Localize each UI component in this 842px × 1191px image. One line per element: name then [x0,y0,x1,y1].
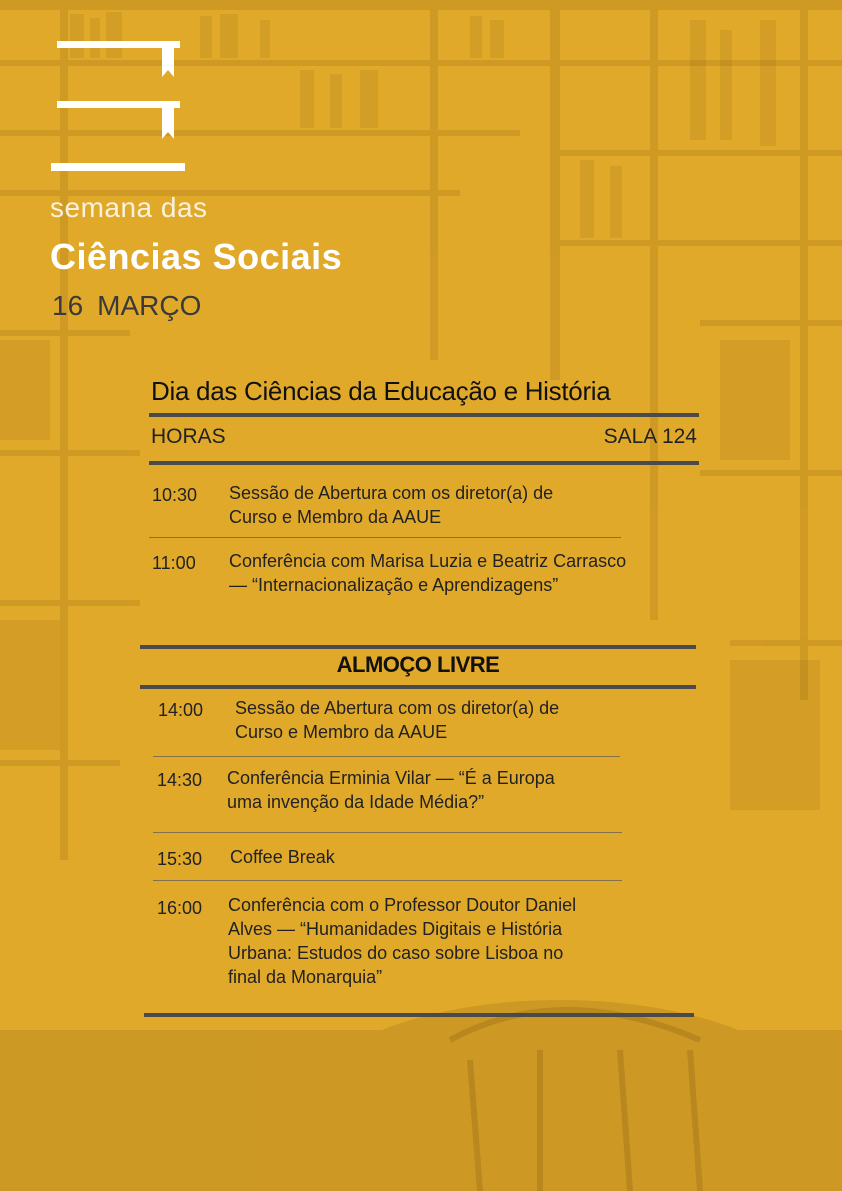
row-separator [149,537,621,538]
session-description: Conferência com o Professor Doutor Daniel Alves — “Humanidades Digitais e História Urbana: Estudos do caso sobre Lisboa no final da Monarquia” [228,895,577,987]
time-slot: 14:00 [158,700,204,720]
event-date [52,290,201,322]
time-slot: 15:30 [157,849,203,869]
session-description: Conferência Erminia Vilar — “É a Europa uma invenção da Idade Média?” [227,768,555,812]
subtitle: semana das [50,192,208,223]
session-description: Sessão de Abertura com os diretor(a) de Curso e Membro da AAUE [229,483,554,527]
divider [144,1013,694,1017]
time-slot: 16:00 [157,898,203,918]
session-description: Conferência com Marisa Luzia e Beatriz Carrasco — “Internacionalização e Aprendizagens” [229,551,627,595]
time-slot: 11:00 [152,553,196,573]
row-separator [153,880,622,881]
divider [140,645,696,649]
time-slot: 10:30 [152,485,198,505]
row-separator [153,756,620,757]
date-day: 16 [52,290,84,321]
time-slot: 14:30 [157,770,203,790]
column-room: SALA 124 [603,425,697,448]
session-description: Coffee Break [230,847,335,867]
date-month: MARÇO [97,290,202,321]
main-title: Ciências Sociais [50,236,343,277]
divider [149,413,699,417]
column-hours: HORAS [151,425,226,448]
lunch-break: ALMOÇO LIVRE [336,652,500,677]
divider [140,685,696,689]
divider [149,461,699,465]
program-title: Dia das Ciências da Educação e História [151,376,611,406]
session-description: Sessão de Abertura com os diretor(a) de Curso e Membro da AAUE [235,698,560,742]
bookmark-lines-icon [50,40,190,180]
row-separator [153,832,622,833]
